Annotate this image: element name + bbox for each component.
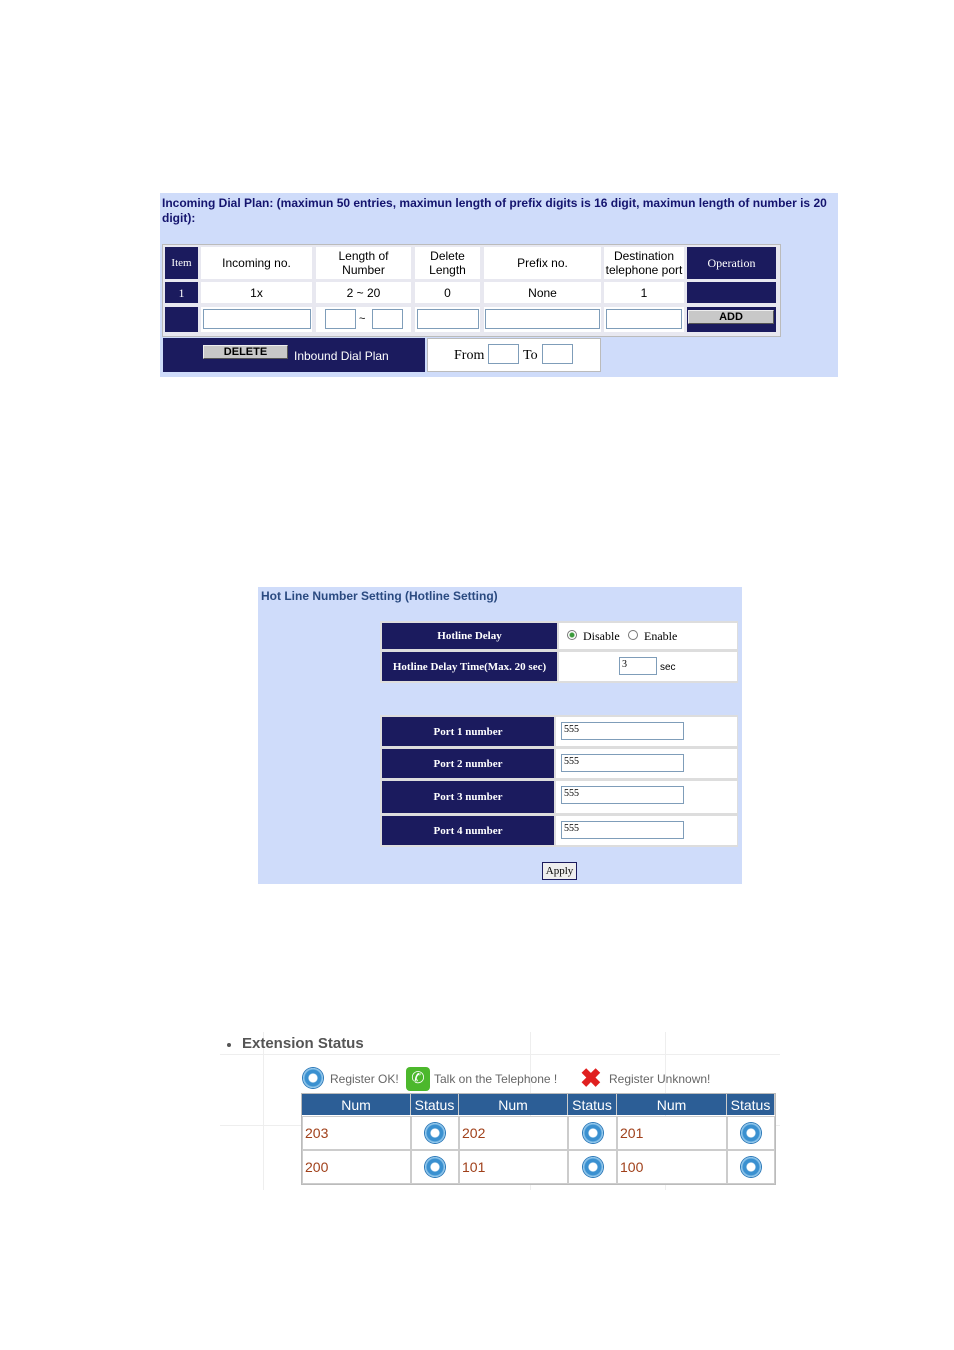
grid-line — [263, 1032, 264, 1190]
port-1-input[interactable]: 555 — [561, 722, 684, 740]
register-ok-icon — [741, 1123, 761, 1143]
legend-talk: Talk on the Telephone ! — [434, 1072, 558, 1086]
unknown-icon: ✖ — [580, 1063, 602, 1093]
port-4-label: Port 4 number — [382, 816, 554, 845]
row-incoming: 1x — [201, 282, 312, 303]
extension-num: 200 — [302, 1150, 411, 1184]
legend-unknown: Register Unknown! — [609, 1072, 711, 1086]
num-header: Num — [617, 1094, 727, 1115]
apply-button[interactable]: Apply — [542, 862, 577, 880]
disable-radio[interactable] — [567, 630, 577, 640]
delay-time-label: Hotline Delay Time(Max. 20 sec) — [382, 652, 557, 681]
hotline-title: Hot Line Number Setting (Hotline Setting) — [261, 589, 498, 603]
port-input[interactable] — [606, 309, 682, 329]
port-4-input[interactable]: 555 — [561, 821, 684, 839]
register-ok-icon — [583, 1157, 603, 1177]
header-length: Length of Number — [316, 247, 411, 279]
sec-label: sec — [660, 662, 676, 673]
num-header: Num — [302, 1094, 411, 1115]
length-max-input[interactable] — [372, 309, 403, 329]
port-2-input[interactable]: 555 — [561, 754, 684, 772]
row-delete-length: 0 — [415, 282, 480, 303]
register-ok-icon — [425, 1157, 445, 1177]
prefix-input[interactable] — [485, 309, 600, 329]
enable-label: Enable — [644, 629, 678, 643]
row-item: 1 — [165, 282, 198, 303]
register-ok-icon — [303, 1068, 323, 1088]
header-incoming: Incoming no. — [201, 247, 312, 279]
disable-label: Disable — [583, 629, 620, 643]
new-item-cell — [165, 307, 198, 332]
incoming-no-input[interactable] — [203, 309, 311, 329]
tilde-label: ~ — [359, 313, 366, 325]
port-3-label: Port 3 number — [382, 781, 554, 813]
delete-length-input[interactable] — [417, 309, 479, 329]
extension-num: 203 — [302, 1116, 411, 1150]
from-label: From — [454, 348, 485, 363]
header-prefix: Prefix no. — [484, 247, 601, 279]
hotline-delay-label: Hotline Delay — [382, 623, 557, 649]
legend-ok: Register OK! — [330, 1072, 399, 1086]
add-button[interactable]: ADD — [688, 310, 774, 324]
header-delete-length: Delete Length — [415, 247, 480, 279]
row-operation — [687, 282, 776, 303]
register-ok-icon — [583, 1123, 603, 1143]
port-1-label: Port 1 number — [382, 717, 554, 746]
header-operation: Operation — [687, 247, 776, 279]
status-header: Status — [568, 1094, 617, 1115]
port-2-label: Port 2 number — [382, 749, 554, 778]
from-input[interactable] — [488, 344, 519, 364]
extension-num: 101 — [459, 1150, 568, 1184]
status-header: Status — [727, 1094, 775, 1115]
register-ok-icon — [741, 1157, 761, 1177]
extension-num: 201 — [617, 1116, 727, 1150]
dial-plan-title: Incoming Dial Plan: (maximun 50 entries, maximun length of prefix digits is 16 digit, maximun length of number is 20 digit): — [162, 196, 827, 225]
num-header: Num — [459, 1094, 568, 1115]
extension-status-title: Extension Status — [242, 1035, 364, 1052]
extension-num: 100 — [617, 1150, 727, 1184]
row-length: 2 ~ 20 — [316, 282, 411, 303]
bullet — [227, 1043, 231, 1047]
extension-num: 202 — [459, 1116, 568, 1150]
row-prefix: None — [484, 282, 601, 303]
row-port: 1 — [604, 282, 684, 303]
register-ok-icon — [425, 1123, 445, 1143]
talk-icon: ✆ — [406, 1067, 430, 1091]
status-header: Status — [411, 1094, 459, 1115]
delay-time-input[interactable]: 3 — [619, 657, 657, 675]
to-input[interactable] — [542, 344, 573, 364]
grid-line — [220, 1054, 780, 1055]
inbound-dial-plan-label: Inbound Dial Plan — [294, 349, 389, 363]
header-destination: Destination telephone port — [605, 249, 683, 277]
length-min-input[interactable] — [325, 309, 356, 329]
port-3-input[interactable]: 555 — [561, 786, 684, 804]
to-label: To — [523, 348, 538, 363]
header-item: Item — [165, 247, 198, 279]
enable-radio[interactable] — [628, 630, 638, 640]
delete-button[interactable]: DELETE — [203, 345, 288, 359]
